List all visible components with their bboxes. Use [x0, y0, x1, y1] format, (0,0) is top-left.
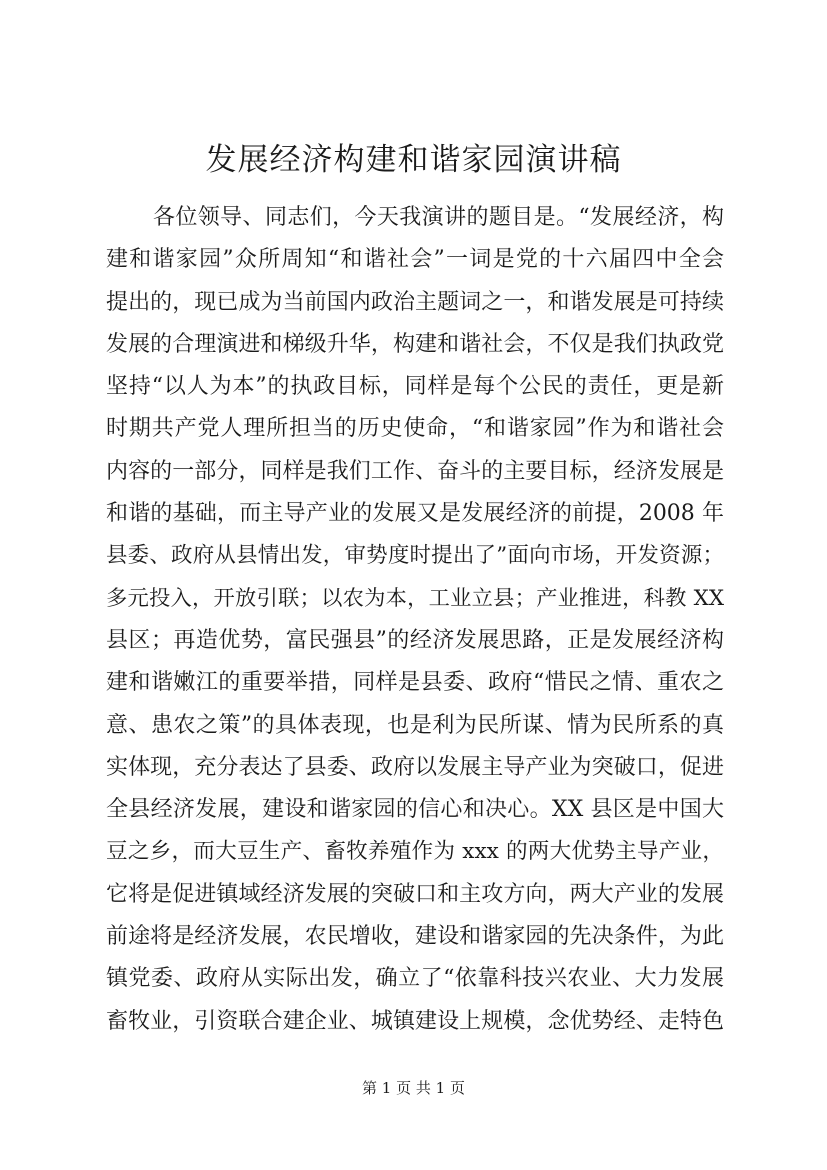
paragraph-line: 全县经济发展，建设和谐家园的信心和决心。XX 县区是中国大: [106, 797, 724, 823]
paragraph-line: 前途将是经济发展，农民增收，建设和谐家园的先决条件，为此: [106, 924, 724, 950]
paragraph-line: 县委、政府从县情出发，审势度时提出了”面向市场，开发资源；: [106, 543, 724, 569]
paragraph-line: 时期共产党人理所担当的历史使命，“和谐家园”作为和谐社会: [106, 416, 724, 442]
paragraph-line: 豆之乡，而大豆生产、畜牧养殖作为 xxx 的两大优势主导产业，: [106, 839, 724, 865]
paragraph-line: 它将是促进镇域经济发展的突破口和主攻方向，两大产业的发展: [106, 881, 724, 907]
page-footer: 第 1 页 共 1 页: [362, 1079, 465, 1097]
paragraph-line: 建和谐嫩江的重要举措，同样是县委、政府“惜民之情、重农之: [106, 670, 724, 696]
paragraph-line: 镇党委、政府从实际出发，确立了“依靠科技兴农业、大力发展: [106, 966, 724, 992]
paragraph-line: 和谐的基础，而主导产业的发展又是发展经济的前提，2008 年: [106, 501, 724, 527]
paragraph-line: 意、患农之策”的具体表现，也是利为民所谋、情为民所系的真: [106, 712, 724, 738]
document-title: 发展经济构建和谐家园演讲稿: [205, 142, 622, 178]
paragraph-line: 畜牧业，引资联合建企业、城镇建设上规模，念优势经、走特色: [106, 1008, 724, 1034]
paragraph-line: 发展的合理演进和梯级升华，构建和谐社会，不仅是我们执政党: [106, 331, 724, 357]
paragraph-line: 实体现，充分表达了县委、政府以发展主导产业为突破口，促进: [106, 754, 724, 780]
paragraph-line: 县区；再造优势，富民强县”的经济发展思路，正是发展经济构: [106, 627, 724, 653]
paragraph-line: 坚持“以人为本”的执政目标，同样是每个公民的责任，更是新: [106, 374, 724, 400]
document-body: [106, 197, 724, 1043]
paragraph-line: 建和谐家园”众所周知“和谐社会”一词是党的十六届四中全会: [106, 247, 724, 273]
paragraph-line: 多元投入，开放引联；以农为本，工业立县；产业推进，科教 XX: [106, 585, 724, 611]
paragraph-line: 内容的一部分，同样是我们工作、奋斗的主要目标，经济发展是: [106, 458, 724, 484]
paragraph-line: 各位领导、同志们，今天我演讲的题目是。“发展经济，构: [153, 205, 724, 230]
paragraph-line: 提出的，现已成为当前国内政治主题词之一，和谐发展是可持续: [106, 289, 724, 315]
